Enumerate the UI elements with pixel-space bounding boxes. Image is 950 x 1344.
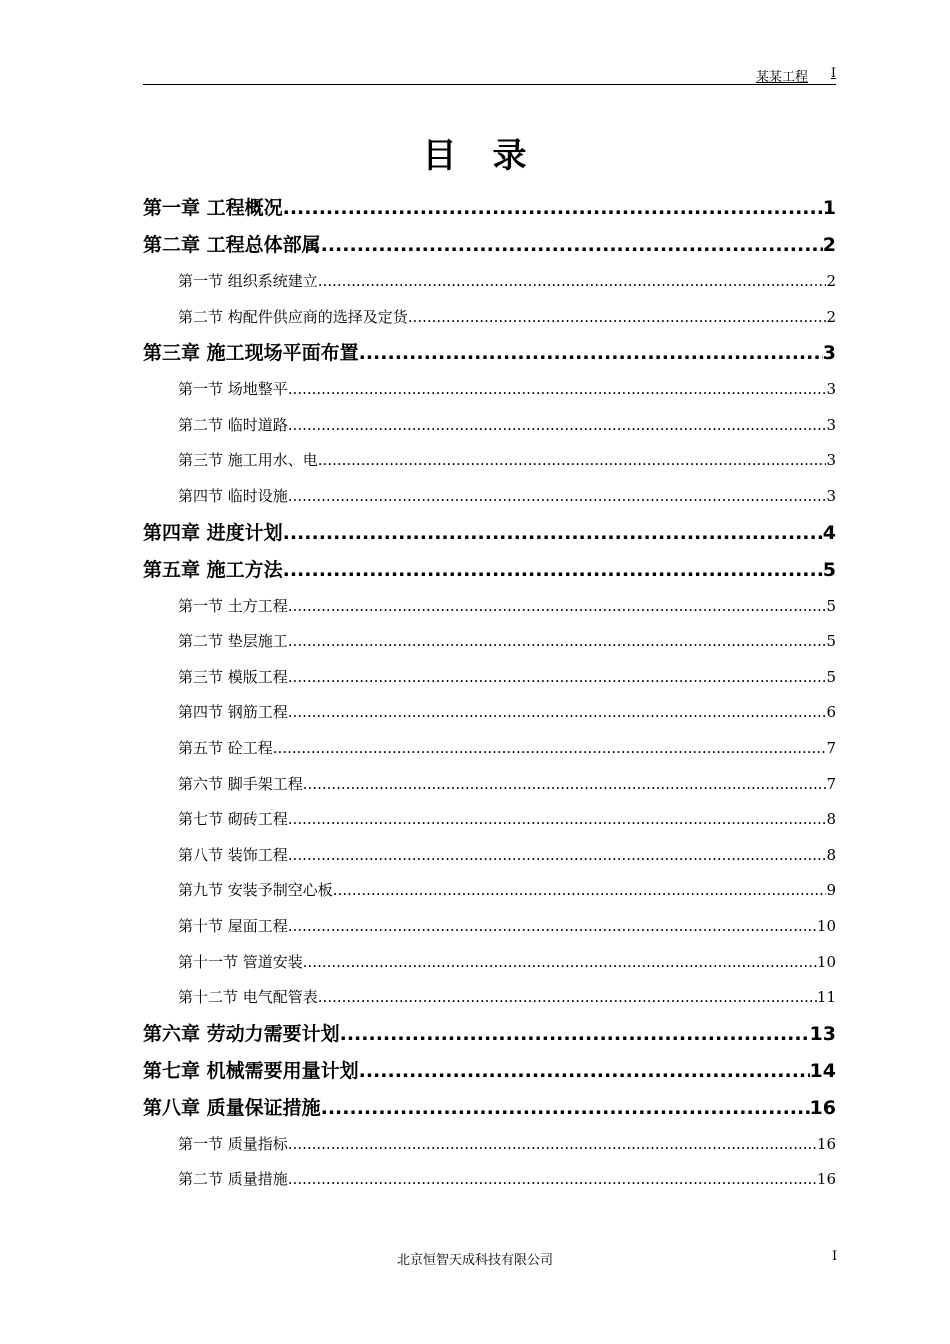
- toc-chapter-entry[interactable]: [143, 515, 836, 552]
- toc-section-entry[interactable]: [143, 1127, 836, 1163]
- toc-entry-label: 第十二节 电气配管表: [178, 988, 318, 1007]
- toc-section-entry[interactable]: [143, 624, 836, 660]
- toc-dot-leader: [283, 552, 823, 589]
- toc-entry-label: 第七节 砌砖工程: [178, 810, 288, 829]
- toc-section-entry[interactable]: [143, 731, 836, 767]
- toc-section-entry[interactable]: [143, 945, 836, 981]
- toc-dot-leader: [321, 1090, 810, 1127]
- header-page-number: I: [830, 66, 836, 81]
- toc-chapter-entry[interactable]: [143, 190, 836, 227]
- toc-dot-leader: [273, 731, 827, 767]
- toc-entry-page-number: 14: [809, 1059, 836, 1082]
- toc-section-entry[interactable]: [143, 300, 836, 336]
- toc-entry-page-number: 5: [826, 596, 836, 615]
- header-project-name: 某某工程: [755, 70, 808, 85]
- toc-entry-label: 第一节 场地整平: [178, 380, 288, 399]
- toc-section-entry[interactable]: [143, 589, 836, 625]
- toc-entry-page-number: 5: [826, 632, 836, 651]
- toc-dot-leader: [288, 1127, 817, 1163]
- toc-entry-page-number: 11: [816, 988, 836, 1007]
- toc-chapter-entry[interactable]: [143, 1090, 836, 1127]
- toc-section-entry[interactable]: [143, 873, 836, 909]
- toc-dot-leader: [340, 1016, 810, 1053]
- toc-dot-leader: [288, 695, 827, 731]
- toc-chapter-entry[interactable]: [143, 1016, 836, 1053]
- toc-entry-label: 第七章 机械需要用量计划: [143, 1059, 359, 1082]
- toc-dot-leader: [359, 1053, 810, 1090]
- toc-entry-page-number: 16: [809, 1096, 836, 1119]
- toc-entry-label: 第二节 垫层施工: [178, 632, 288, 651]
- toc-entry-label: 第一节 质量指标: [178, 1134, 288, 1153]
- toc-dot-leader: [288, 838, 827, 874]
- toc-entry-label: 第三章 施工现场平面布置: [143, 342, 359, 365]
- footer-company-name: 北京恒智天成科技有限公司: [396, 1253, 553, 1268]
- toc-chapter-entry[interactable]: [143, 227, 836, 264]
- toc-entry-page-number: 3: [826, 380, 836, 399]
- toc-dot-leader: [408, 300, 827, 336]
- toc-entry-label: 第八节 装饰工程: [178, 845, 288, 864]
- toc-section-entry[interactable]: [143, 443, 836, 479]
- toc-section-entry[interactable]: [143, 264, 836, 300]
- toc-entry-label: 第六章 劳动力需要计划: [143, 1022, 340, 1045]
- toc-section-entry[interactable]: [143, 767, 836, 803]
- toc-entry-label: 第四节 临时设施: [178, 486, 288, 505]
- toc-section-entry[interactable]: [143, 838, 836, 874]
- toc-entry-label: 第五章 施工方法: [143, 558, 283, 581]
- toc-dot-leader: [288, 479, 827, 515]
- toc-dot-leader: [318, 443, 827, 479]
- toc-entry-label: 第一章 工程概况: [143, 197, 283, 219]
- toc-dot-leader: [288, 624, 827, 660]
- toc-entry-label: 第三节 施工用水、电: [178, 451, 318, 470]
- toc-section-entry[interactable]: [143, 695, 836, 731]
- toc-entry-label: 第九节 安装予制空心板: [178, 881, 333, 900]
- toc-section-entry[interactable]: [143, 1162, 836, 1198]
- toc-entry-page-number: 3: [826, 415, 836, 434]
- toc-dot-leader: [288, 589, 827, 625]
- toc-entry-page-number: 3: [826, 486, 836, 505]
- toc-entry-page-number: 5: [822, 558, 836, 581]
- toc-entry-label: 第一节 组织系统建立: [178, 272, 318, 290]
- toc-dot-leader: [303, 945, 817, 981]
- toc-entry-label: 第八章 质量保证措施: [143, 1096, 321, 1119]
- toc-dot-leader: [288, 909, 817, 945]
- toc-dot-leader: [321, 227, 823, 264]
- toc-dot-leader: [288, 660, 827, 696]
- footer-page-number: I: [832, 1249, 838, 1264]
- toc-section-entry[interactable]: [143, 479, 836, 515]
- toc-dot-leader: [318, 980, 817, 1016]
- toc-section-entry[interactable]: [143, 802, 836, 838]
- toc-entry-label: 第二节 临时道路: [178, 415, 288, 434]
- toc-entry-label: 第二章 工程总体部属: [143, 234, 321, 256]
- toc-entry-page-number: 2: [826, 307, 836, 326]
- toc-entry-page-number: 13: [809, 1022, 836, 1045]
- table-of-contents: [143, 190, 836, 1198]
- toc-entry-label: 第十节 屋面工程: [178, 916, 288, 935]
- toc-section-entry[interactable]: [143, 980, 836, 1016]
- toc-entry-page-number: 10: [816, 916, 836, 935]
- page-header: [143, 64, 836, 85]
- toc-entry-page-number: 3: [826, 451, 836, 470]
- toc-dot-leader: [333, 873, 827, 909]
- toc-dot-leader: [303, 767, 827, 803]
- toc-entry-page-number: 2: [826, 272, 836, 290]
- toc-dot-leader: [288, 372, 827, 408]
- toc-dot-leader: [359, 335, 823, 372]
- toc-entry-page-number: 8: [826, 810, 836, 829]
- toc-section-entry[interactable]: [143, 660, 836, 696]
- toc-dot-leader: [288, 1162, 817, 1198]
- toc-entry-page-number: 8: [826, 845, 836, 864]
- toc-dot-leader: [318, 264, 827, 300]
- toc-entry-label: 第六节 脚手架工程: [178, 774, 303, 793]
- toc-entry-page-number: 16: [816, 1170, 836, 1189]
- toc-chapter-entry[interactable]: [143, 335, 836, 372]
- toc-entry-label: 第三节 模版工程: [178, 667, 288, 686]
- toc-entry-page-number: 2: [822, 234, 836, 256]
- toc-section-entry[interactable]: [143, 909, 836, 945]
- toc-entry-label: 第十一节 管道安装: [178, 952, 303, 971]
- toc-entry-page-number: 1: [822, 197, 836, 219]
- toc-entry-page-number: 7: [826, 774, 836, 793]
- toc-entry-page-number: 16: [816, 1134, 836, 1153]
- toc-entry-label: 第二节 质量措施: [178, 1170, 288, 1189]
- toc-dot-leader: [283, 190, 823, 227]
- toc-entry-label: 第五节 砼工程: [178, 738, 273, 757]
- toc-entry-page-number: 3: [822, 342, 836, 365]
- toc-chapter-entry[interactable]: [143, 1053, 836, 1090]
- toc-section-entry[interactable]: [143, 408, 836, 444]
- toc-entry-page-number: 9: [826, 881, 836, 900]
- toc-entry-page-number: 6: [826, 703, 836, 722]
- toc-entry-label: 第四节 钢筋工程: [178, 703, 288, 722]
- toc-entry-label: 第二节 构配件供应商的选择及定货: [178, 307, 408, 326]
- toc-dot-leader: [288, 408, 827, 444]
- toc-entry-label: 第四章 进度计划: [143, 521, 283, 544]
- toc-entry-page-number: 7: [826, 738, 836, 757]
- toc-entry-page-number: 5: [826, 667, 836, 686]
- toc-entry-page-number: 4: [822, 521, 836, 544]
- toc-title: 目录: [422, 136, 563, 176]
- toc-dot-leader: [288, 802, 827, 838]
- toc-section-entry[interactable]: [143, 372, 836, 408]
- toc-entry-label: 第一节 土方工程: [178, 596, 288, 615]
- toc-entry-page-number: 10: [816, 952, 836, 971]
- toc-dot-leader: [283, 515, 823, 552]
- toc-chapter-entry[interactable]: [143, 552, 836, 589]
